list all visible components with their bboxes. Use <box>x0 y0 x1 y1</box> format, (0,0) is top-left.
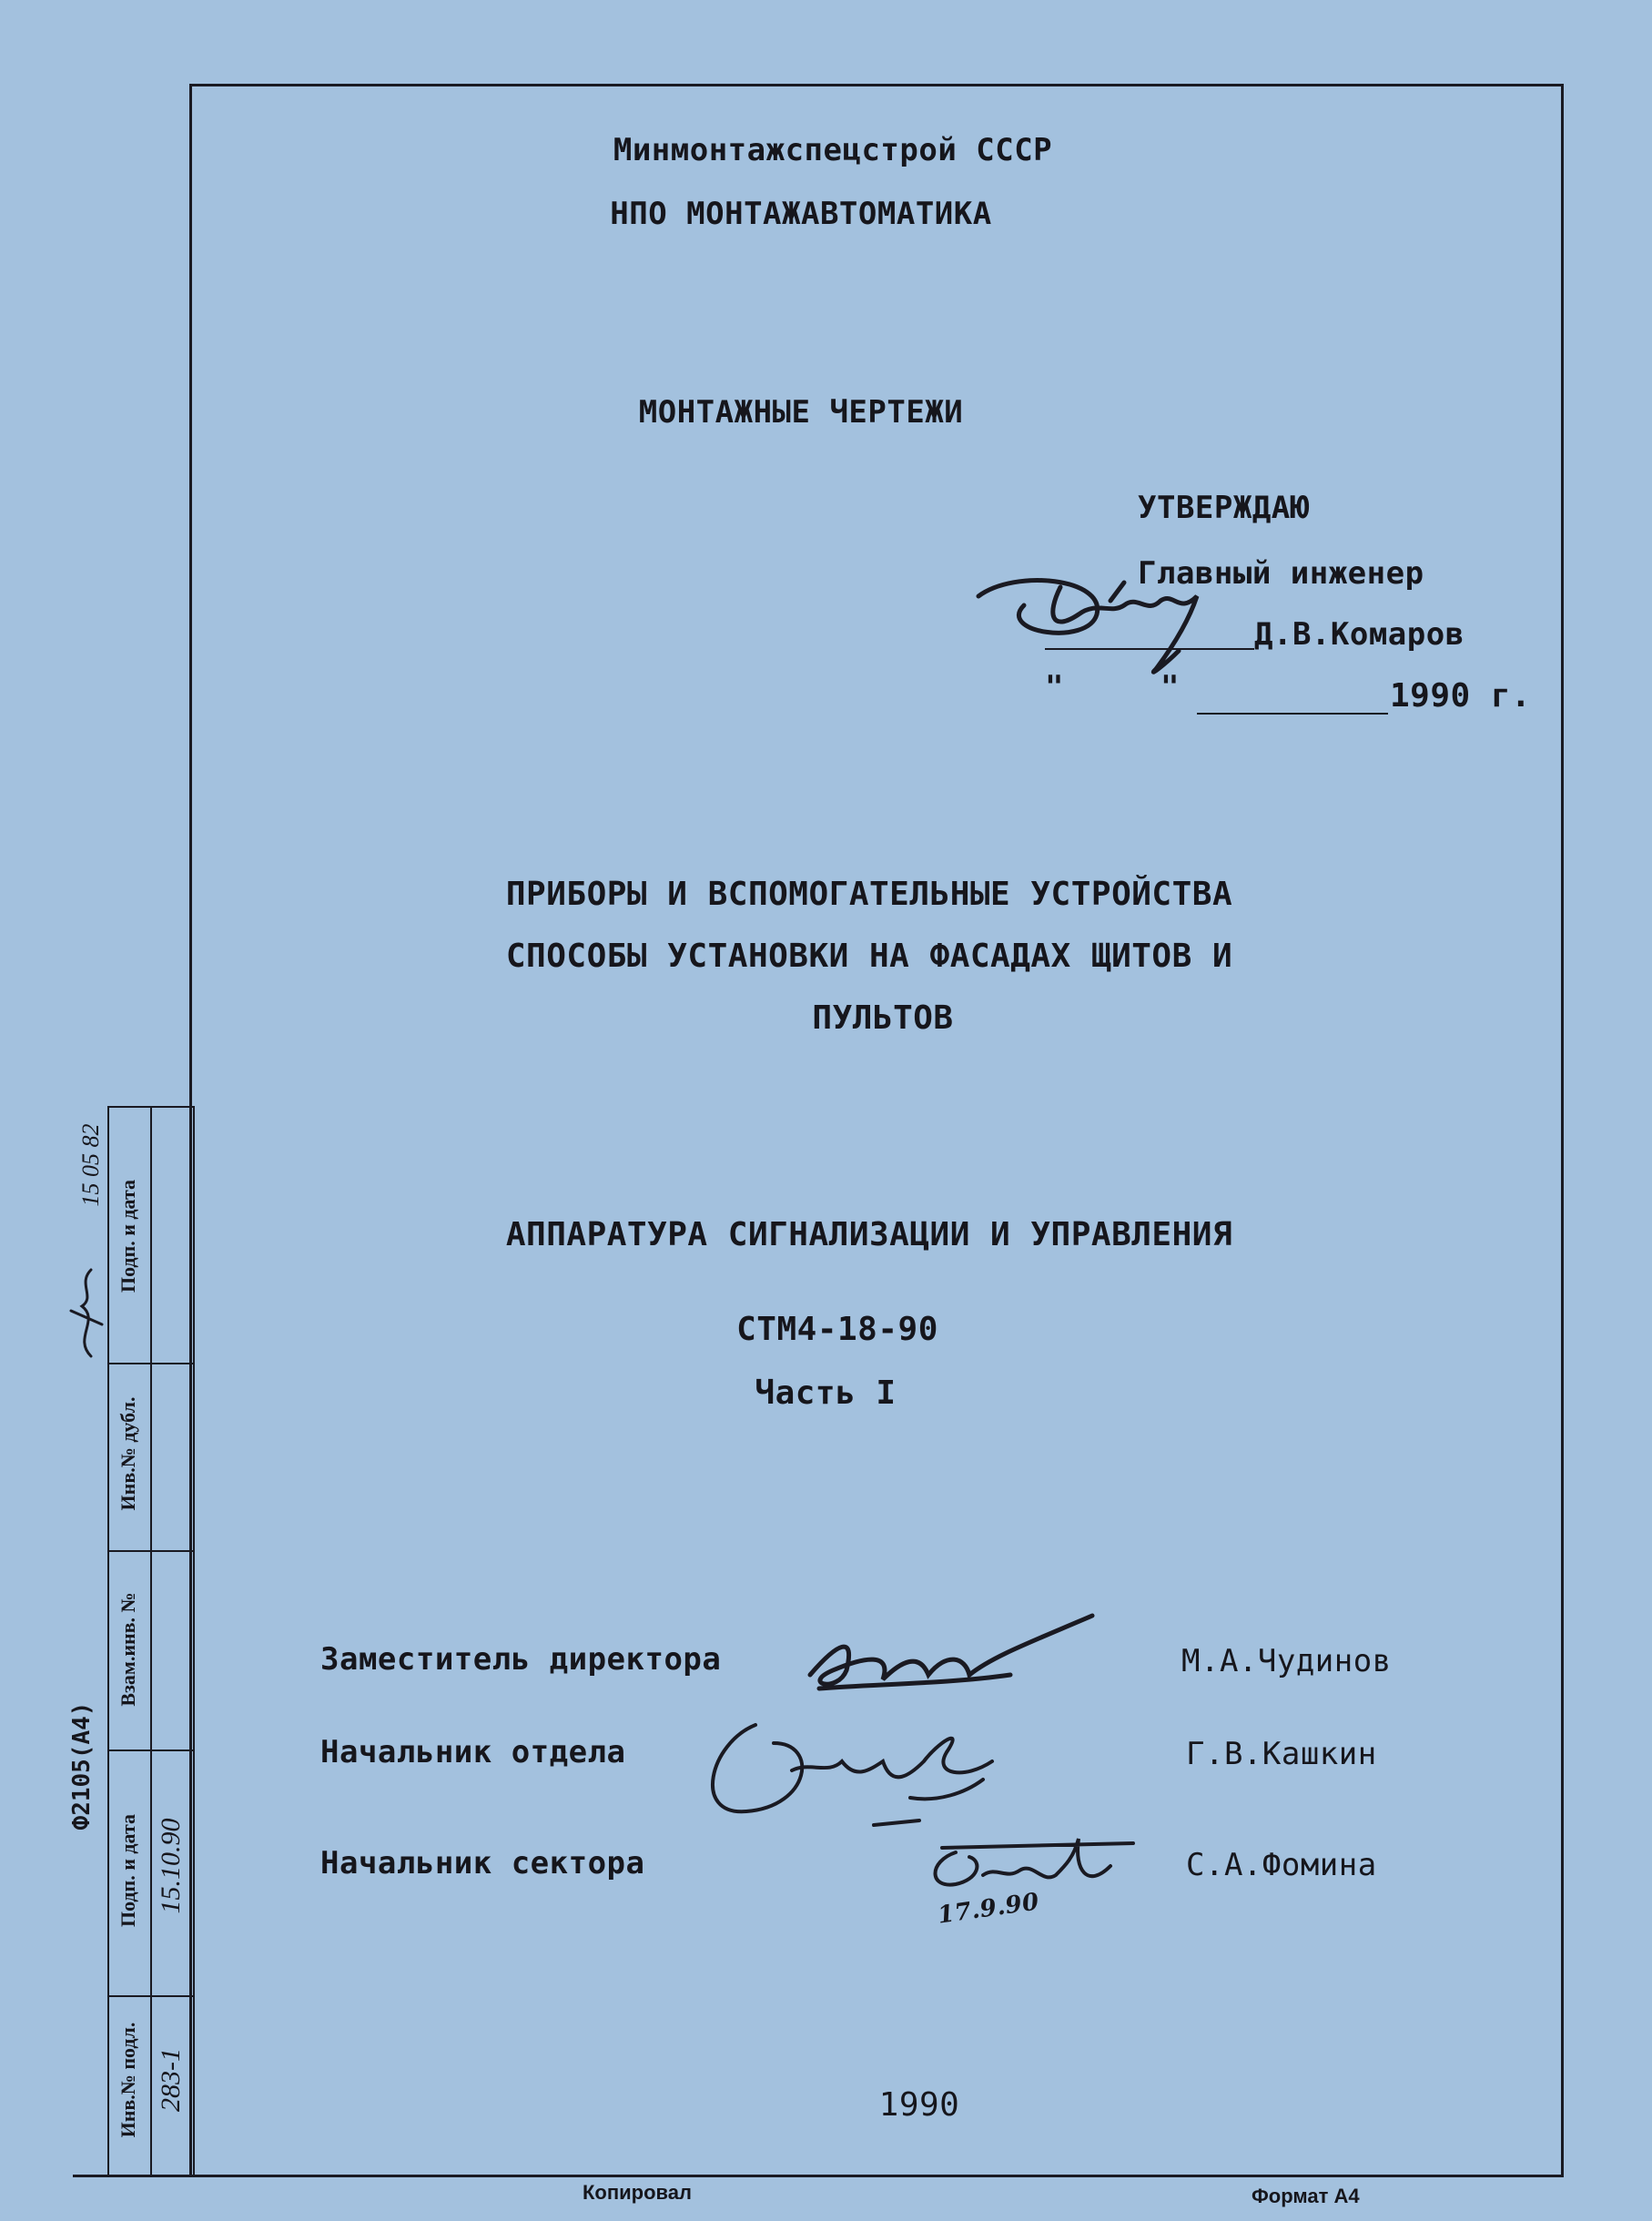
bottom-margin-line <box>73 2175 191 2177</box>
side-label-inv-original: Инв.№ подл. <box>117 2022 139 2138</box>
document-type: МОНТАЖНЫЕ ЧЕРТЕЖИ <box>638 394 964 431</box>
approval-name: Д.В.Комаров <box>1254 616 1465 653</box>
format-label: Формат А4 <box>1252 2185 1360 2207</box>
main-title-line-2: СПОСОБЫ УСТАНОВКИ НА ФАСАДАХ ЩИТОВ И <box>505 938 1233 975</box>
approval-title: УТВЕРЖДАЮ <box>1138 490 1310 526</box>
signatory-position-3: Начальник сектора <box>320 1845 645 1881</box>
department-head-signature <box>692 1707 1038 1834</box>
side-initials-signature <box>64 1256 109 1365</box>
side-label-replace-inv: Взам.инв. № <box>117 1592 139 1707</box>
signatory-position-2: Начальник отдела <box>320 1734 626 1770</box>
signatory-position-1: Заместитель директора <box>320 1641 722 1678</box>
approval-year: 1990 г. <box>1390 677 1532 715</box>
side-value-inv: 283-1 <box>156 2048 186 2112</box>
approval-quote-right: " <box>1160 669 1180 705</box>
side-value-date: 15.10.90 <box>156 1818 186 1914</box>
side-handwritten-date: 15 05 82 <box>77 1123 104 1207</box>
ministry-name: Минмонтажспецстрой СССР <box>613 132 1053 168</box>
approval-position: Главный инженер <box>1138 555 1424 592</box>
copied-by-label: Копировал <box>583 2181 693 2204</box>
side-label-sign-date-1: Подп. и дата <box>117 1813 139 1928</box>
document-code: СТМ4-18-90 <box>736 1311 938 1348</box>
signatory-name-2: Г.В.Кашкин <box>1186 1736 1377 1772</box>
main-title-line-3: ПУЛЬТОВ <box>812 999 954 1037</box>
subtitle: АППАРАТУРА СИГНАЛИЗАЦИИ И УПРАВЛЕНИЯ <box>505 1216 1233 1253</box>
signatory-name-1: М.А.Чудинов <box>1181 1643 1392 1679</box>
form-code: Ф2105(А4) <box>68 1701 96 1831</box>
chief-engineer-signature <box>960 551 1261 678</box>
side-label-sign-date-2: Подп. и дата <box>117 1179 139 1293</box>
deputy-director-signature <box>783 1607 1101 1707</box>
sign-date: 17.9.90 <box>936 1888 1041 1930</box>
organization-name: НПО МОНТАЖАВТОМАТИКА <box>610 196 992 232</box>
main-title-line-1: ПРИБОРЫ И ВСПОМОГАТЕЛЬНЫЕ УСТРОЙСТВА <box>505 876 1233 913</box>
document-year: 1990 <box>878 2086 960 2124</box>
approval-quote-left: " <box>1045 669 1064 705</box>
signatory-name-3: С.А.Фомина <box>1186 1847 1377 1883</box>
side-label-inv-duplicate: Инв.№ дубл. <box>117 1396 139 1511</box>
approval-date-line <box>1197 713 1388 715</box>
document-part: Часть I <box>755 1374 897 1412</box>
